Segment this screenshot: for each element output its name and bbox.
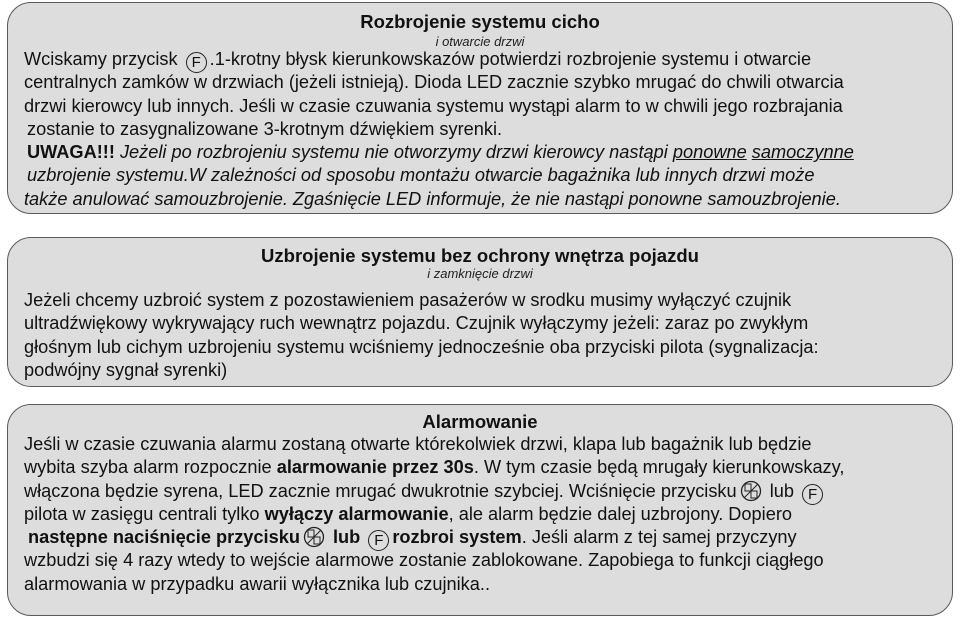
panel-arm-without-interior: [7, 237, 953, 387]
panel-body: [24, 289, 819, 382]
panel-alarming: [7, 404, 953, 616]
panel-silent-disarm: [7, 2, 953, 214]
panel-title: Rozbrojenie systemu cicho: [360, 11, 600, 32]
panel-body: [24, 433, 844, 596]
text-line: drzwi kierowcy lub innych. Jeśli w czasie czuwania systemu wystąpi alarm to w chwili jego rozbrajania: [24, 95, 843, 116]
panel-title: Alarmowanie: [422, 411, 538, 432]
text-line: zostanie to zasygnalizowane 3-krotnym dźwiękiem syrenki.: [27, 118, 503, 139]
text-line: włączona będzie syrena, LED zacznie mrugać dwukrotnie szybciej. Wciśnięcie przycisku lub F: [24, 480, 844, 503]
lock-button-icon: [740, 480, 762, 502]
text-line: Wciskamy przycisk F .1-krotny błysk kierunkowskazów potwierdzi rozbrojenie systemu i otwarcie: [24, 49, 812, 71]
text-line: Jeżeli chcemy uzbroić system z pozostawieniem pasażerów w srodku musimy wyłączyć czujnik: [24, 290, 792, 310]
warning-label: UWAGA!!!: [27, 142, 115, 163]
panel-subtitle: i zamknięcie drzwi: [427, 266, 533, 281]
text-line: wzbudzi się 4 razy wtedy to wejście alarmowe zostanie zablokowane. Zapobiega to funkcji ciągłego: [24, 550, 824, 571]
text-line: alarmowania w przypadku awarii wyłącznika lub czujnika..: [24, 573, 491, 594]
text-line: ultradźwiękowy wykrywający ruch wewnątrz pojazdu. Czujnik wyłączymy jeżeli: zaraz po zwykłym: [24, 313, 809, 334]
text-line: głośnym lub cichym uzbrojeniu systemu wciśniemy jednocześnie oba przyciski pilota (sygnalizacja:: [24, 336, 819, 357]
lock-button-icon: [303, 526, 325, 548]
text-line: następne naciśnięcie przycisku lub F rozbroi system. Jeśli alarm z tej samej przyczyny: [28, 527, 797, 550]
text-line: także anulować samouzbrojenie. Zgaśnięcie LED informuje, że nie nastąpi ponowne samouzbrojenie.: [24, 188, 841, 209]
text-line: uzbrojenie systemu.W zależności od sposobu montażu otwarcie bagażnika lub innych drzwi może: [27, 165, 815, 186]
f-button-icon: F: [186, 52, 207, 73]
panel-subtitle: i otwarcie drzwi: [435, 34, 525, 49]
text-line: Jeśli w czasie czuwania alarmu zostaną otwarte którekolwiek drzwi, klapa lub bagażnik lub będzie: [24, 434, 812, 454]
panel-body: [24, 48, 854, 211]
warning-line: UWAGA!!! Jeżeli po rozbrojeniu systemu nie otworzymy drzwi kierowcy nastąpi ponowne samoczynne: [27, 142, 854, 163]
panel-title: Uzbrojenie systemu bez ochrony wnętrza pojazdu: [261, 245, 699, 266]
f-button-icon: F: [368, 530, 389, 551]
f-button-icon: F: [802, 484, 823, 505]
text-line: wybita szyba alarm rozpocznie alarmowanie przez 30s. W tym czasie będą mrugały kierunkowskazy,: [24, 457, 845, 478]
text-line: podwójny sygnał syrenki): [24, 359, 228, 380]
text-line: centralnych zamków w drzwiach (jeżeli istnieją). Dioda LED zacznie szybko mrugać do chwili otwarcia: [24, 72, 844, 93]
text-line: pilota w zasięgu centrali tylko wyłączy alarmowanie, ale alarm będzie dalej uzbrojony. Dopiero: [24, 503, 792, 524]
